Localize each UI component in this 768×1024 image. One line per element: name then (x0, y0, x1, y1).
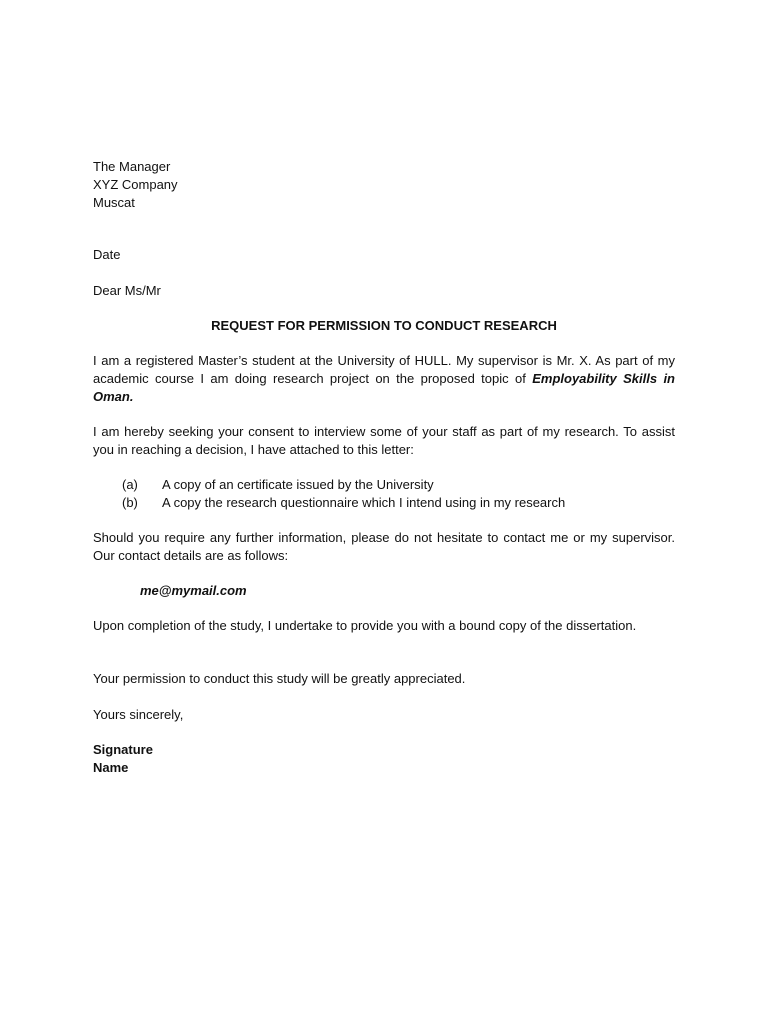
attachment-text: A copy the research questionnaire which I intend using in my research (162, 495, 566, 510)
attachment-label: (a) (122, 477, 138, 492)
recipient-company: XYZ Company (93, 177, 178, 192)
attachment-item-a (122, 476, 434, 494)
date-text: Date (93, 247, 121, 262)
contact-email: me@mymail.com (140, 583, 247, 598)
paragraph-appreciation: Your permission to conduct this study will be greatly appreciated. (93, 671, 466, 686)
letter-date (93, 246, 675, 264)
closing: Yours sincerely, (93, 707, 184, 722)
research-topic: Employability Skills in Oman. (93, 371, 675, 404)
recipient-title: The Manager (93, 159, 171, 174)
letter-subject: REQUEST FOR PERMISSION TO CONDUCT RESEARCH (211, 318, 557, 333)
salutation-text: Dear Ms/Mr (93, 283, 161, 298)
attachment-text: A copy of an certificate issued by the University (162, 477, 434, 492)
signature-label: Signature (93, 742, 153, 757)
intro-text: I am a registered Master’s student at the University of HULL. My supervisor is Mr. X. As part of my academic course I am doing research project on the proposed topic of (93, 353, 675, 386)
salutation (93, 282, 675, 300)
paragraph-completion: Upon completion of the study, I undertake to provide you with a bound copy of the dissertation. (93, 618, 637, 633)
paragraph-intro (93, 352, 675, 406)
attachment-label: (b) (122, 495, 138, 510)
recipient-city: Muscat (93, 195, 135, 210)
signature-block (93, 741, 675, 777)
paragraph-contact: Should you require any further information, please do not hesitate to contact me or my supervisor. Our contact details are as follows: (93, 530, 675, 563)
name-label: Name (93, 760, 129, 775)
paragraph-consent: I am hereby seeking your consent to interview some of your staff as part of my research. To assist you in reaching a decision, I have attached to this letter: (93, 424, 675, 457)
attachment-item-b (122, 494, 565, 512)
recipient-address (93, 158, 675, 212)
